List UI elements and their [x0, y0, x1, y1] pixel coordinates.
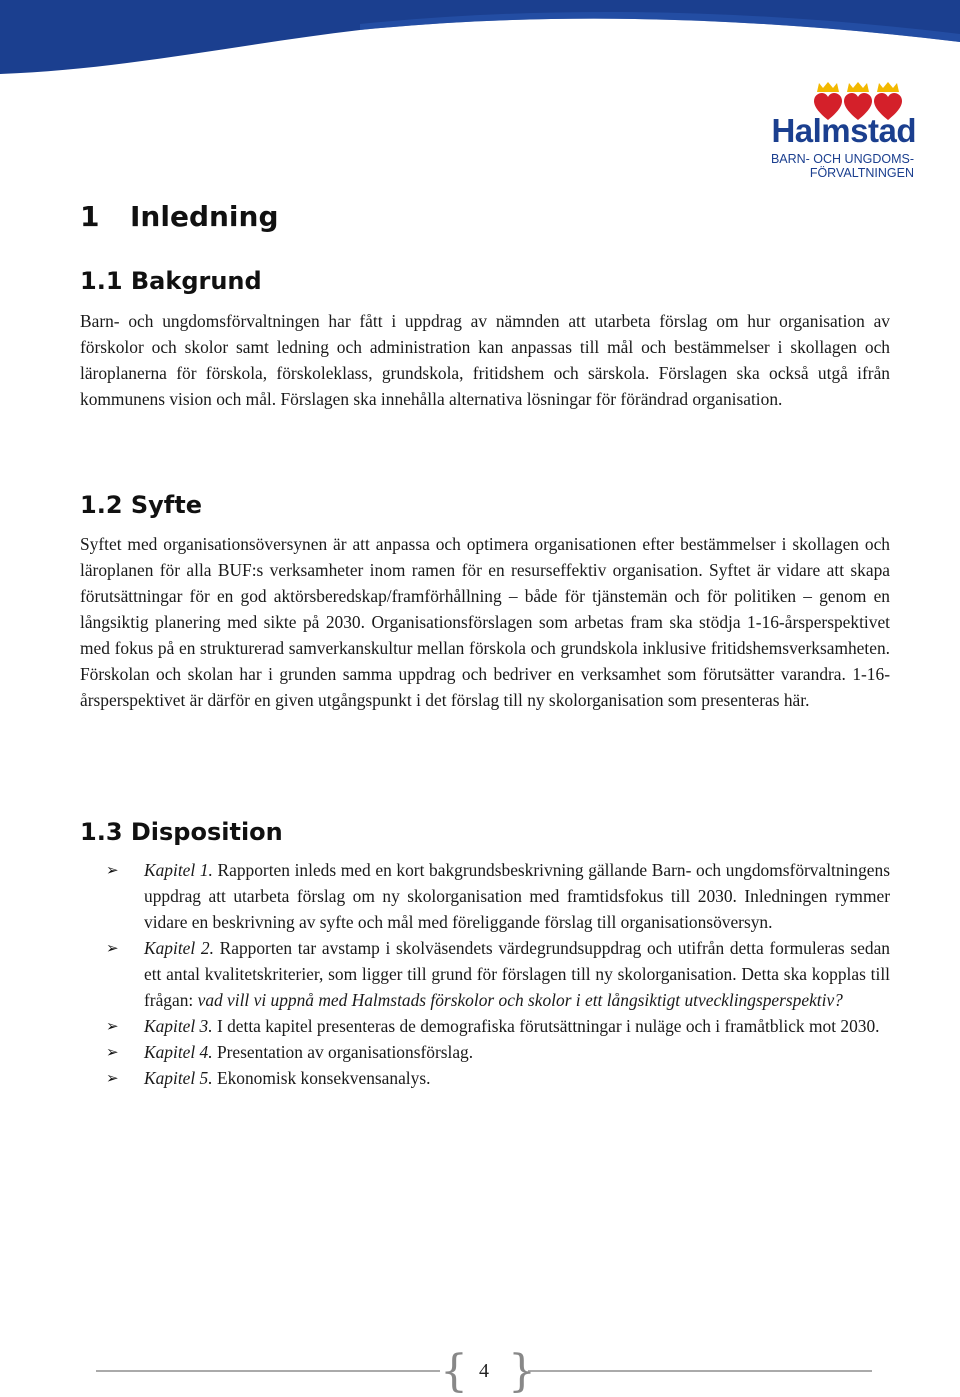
arrow-bullet-icon: ➢ [106, 861, 119, 879]
arrow-bullet-icon: ➢ [106, 939, 119, 957]
logo-subtitle-line1: BARN- OCH UNGDOMS- [770, 152, 914, 166]
chapter-ref: Kapitel 2. [144, 938, 214, 958]
list-item [80, 1039, 890, 1065]
chapter-ref: Kapitel 5. [144, 1068, 213, 1088]
footer-rule-right [528, 1370, 872, 1372]
list-item [80, 857, 890, 935]
list-item [80, 935, 890, 1013]
section-heading-bakgrund: 1.1 Bakgrund [80, 267, 262, 295]
arrow-bullet-icon: ➢ [106, 1017, 119, 1035]
halmstad-logo [758, 80, 918, 180]
chapter-title [80, 199, 279, 235]
bakgrund-paragraph: Barn- och ungdomsförvaltningen har fått i uppdrag av nämnden att utarbeta förslag om hur organisation av förskolor och skolor samt ledning och administration kan anpassas till mål och bestämmelser i skollagen och läroplanerna för förskola, förskoleklass, grundskola, fritidshem och särskola. Förslagen ska också utgå ifrån kommunens vision och mål. Förslagen ska innehålla alternativa lösningar för förändrad organisation. [80, 311, 890, 409]
footer-rule-left [96, 1370, 440, 1372]
logo-subtitle-line2: FÖRVALTNINGEN [809, 166, 914, 180]
chapter-ref: Kapitel 1. [144, 860, 213, 880]
footer-brace-left-icon: { [440, 1346, 468, 1397]
section-heading-syfte: 1.2 Syfte [80, 491, 202, 519]
list-item [80, 1065, 890, 1091]
chapter-ref: Kapitel 3. [144, 1016, 213, 1036]
chapter-number: 1 [80, 200, 100, 233]
banner-wave [0, 0, 960, 74]
chapter-ref: Kapitel 4. [144, 1042, 213, 1062]
logo-name: Halmstad [771, 112, 916, 149]
item-text: Rapporten tar avstamp i skolväsendets värdegrundsuppdrag och utifrån detta formuleras sedan ett antal kvalitetskriterier, som ligger till grund för förslagen till ny skolorganisation. Detta ska kopplas till frågan: [144, 938, 890, 1010]
crown-icon [817, 82, 899, 92]
logo-subtitle [754, 152, 914, 180]
item-text: Rapporten inleds med en kort bakgrundsbeskrivning gällande Barn- och ungdomsförvaltningens uppdrag att utarbeta förslag om ny skolorganisation med framtidsfokus till 2030. Inledningen rymmer vidare en beskrivning av syfte och mål med föreliggande förslag till organisationsöversyn. [144, 860, 890, 932]
item-question: vad vill vi uppnå med Halmstads förskolor och skolor i ett långsiktigt utvecklingsperspektiv? [197, 990, 843, 1010]
arrow-bullet-icon: ➢ [106, 1043, 119, 1061]
chapter-title-text: Inledning [130, 200, 279, 233]
header-banner [0, 0, 960, 80]
item-text: I detta kapitel presenteras de demografiska förutsättningar i nuläge och i framåtblick mot 2030. [212, 1016, 880, 1036]
syfte-paragraph: Syftet med organisationsöversynen är att anpassa och optimera organisationen efter bestämmelser i skollagen och läroplanen för alla BUF:s verksamheter inom ramen för en resurseffektiv organisation. Syftet är vidare att skapa förutsättningar för en god aktörsberedskap/framförhållning – både för tjänstemän och för politiken – genom en långsiktig planering med sikte på 2030. Organisationsförslagen som arbetas fram ska stödja 1-16-årsperspektivet med fokus på en strukturerad samverkanskultur mellan förskola och grundskola inklusive fritidshemsverksamheten. Förskolan och skolan har i grunden samma uppdrag och bedriver en verksamhet som förutsätter varandra. 1-16-årsperspektivet är därför en given utgångspunkt i det förslag till ny skolorganisation som presenteras här. [80, 534, 890, 710]
footer-brace-right-icon: } [508, 1346, 536, 1397]
item-text: Ekonomisk konsekvensanalys. [212, 1068, 431, 1088]
disposition-list [80, 857, 890, 1091]
list-item [80, 1013, 890, 1039]
section-heading-disposition: 1.3 Disposition [80, 818, 283, 846]
item-text: Presentation av organisationsförslag. [212, 1042, 474, 1062]
arrow-bullet-icon: ➢ [106, 1069, 119, 1087]
page-number: 4 [479, 1360, 489, 1382]
